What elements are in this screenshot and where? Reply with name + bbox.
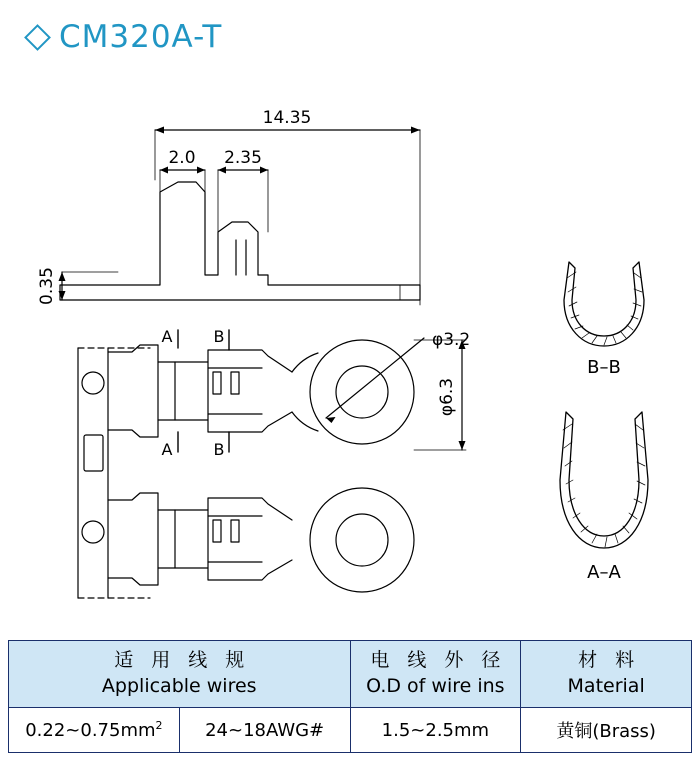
section-label-a-top: A <box>161 327 173 346</box>
header-material-cn: 材 料 <box>578 649 641 672</box>
cell-wire-mm2-superscript: 2 <box>155 719 163 732</box>
header-od-wire-cn: 电 线 外 径 <box>370 649 507 672</box>
dim-tab-width: 2.0 <box>168 148 196 168</box>
dim-outer-diameter: φ6.3 <box>437 377 457 417</box>
part-number-label: CM320A-T <box>59 19 223 55</box>
spec-table <box>8 640 692 753</box>
header-material <box>521 641 692 708</box>
section-title-bb: B–B <box>587 357 621 378</box>
header-od-wire <box>350 641 521 708</box>
dim-overall-length: 14.35 <box>262 108 312 128</box>
header-applicable-wires-cn: 适 用 线 规 <box>114 649 251 672</box>
cell-wire-mm2 <box>9 708 180 753</box>
table-row <box>9 708 692 753</box>
cell-wire-mm2-value: 0.22~0.75mm <box>25 720 156 741</box>
section-title-aa: A–A <box>587 562 621 583</box>
section-label-b-top: B <box>213 327 225 346</box>
cell-od: 1.5~2.5mm <box>350 708 521 753</box>
cell-wire-awg: 24~18AWG# <box>179 708 350 753</box>
header-applicable-wires-en: Applicable wires <box>101 675 257 697</box>
dim-inner-diameter: φ3.2 <box>432 330 471 350</box>
header-od-wire-en: O.D of wire ins <box>366 675 505 697</box>
table-header-row <box>9 641 692 708</box>
section-label-b-bottom: B <box>213 440 225 459</box>
dim-slot-width: 2.35 <box>224 148 262 168</box>
header-applicable-wires <box>9 641 351 708</box>
header-material-en: Material <box>567 675 645 697</box>
dim-thickness: 0.35 <box>37 267 57 305</box>
cell-material: 黄铜(Brass) <box>521 708 692 753</box>
section-label-a-bottom: A <box>161 440 173 459</box>
